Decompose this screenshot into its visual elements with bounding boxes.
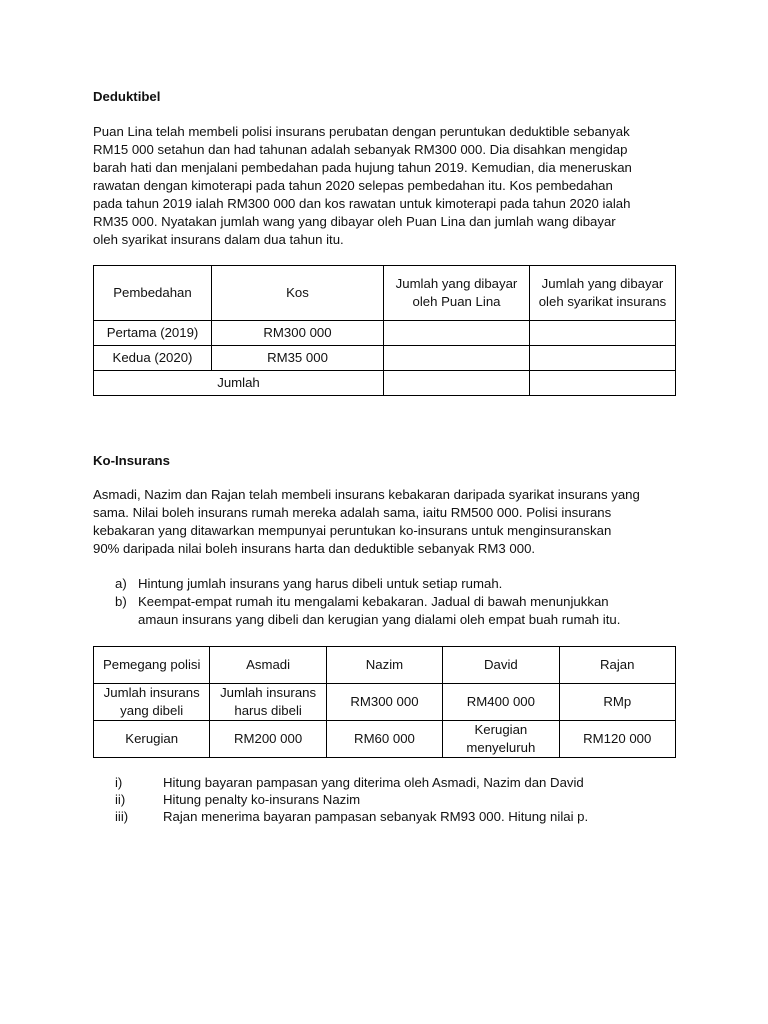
subquestion-list <box>93 774 683 825</box>
table-header-cell: David <box>443 647 559 684</box>
table-header-cell: Rajan <box>559 647 675 684</box>
paragraph-line: 90% daripada nilai boleh insurans harta dan deduktible sebanyak RM3 000. <box>93 541 536 556</box>
table-row <box>94 346 676 371</box>
paragraph-line: RM35 000. Nyatakan jumlah wang yang dibayar oleh Puan Lina dan jumlah wang dibayar <box>93 214 616 229</box>
table-cell: RM35 000 <box>212 346 384 371</box>
document-page <box>93 88 683 824</box>
list-item <box>93 791 683 808</box>
deduktibel-paragraph <box>93 123 632 249</box>
paragraph-line: barah hati dan menjalani pembedahan pada hujung tahun 2019. Kemudian, dia meneruskan <box>93 160 632 175</box>
table-cell: RM60 000 <box>326 721 442 758</box>
question-text: Hintung jumlah insurans yang harus dibeli untuk setiap rumah. <box>138 576 503 591</box>
question-text: amaun insurans yang dibeli dan kerugian yang dialami oleh empat buah rumah itu. <box>138 612 621 627</box>
paragraph-line: Asmadi, Nazim dan Rajan telah membeli insurans kebakaran daripada syarikat insurans yang <box>93 487 640 502</box>
table-cell: RMp <box>559 684 675 721</box>
table-header-cell: Nazim <box>326 647 442 684</box>
table-cell: RM400 000 <box>443 684 559 721</box>
table-cell <box>530 346 676 371</box>
table-header-cell: Pemegang polisi <box>94 647 210 684</box>
table-total-row <box>94 371 676 396</box>
table-cell: RM200 000 <box>210 721 326 758</box>
table-row <box>94 721 676 758</box>
table-header-row <box>94 647 676 684</box>
table-cell <box>384 371 530 396</box>
coinsurance-table <box>93 646 676 758</box>
table-cell <box>530 371 676 396</box>
table-cell: Kerugian <box>94 721 210 758</box>
question-text: Keempat-empat rumah itu mengalami kebakaran. Jadual di bawah menunjukkan <box>138 594 609 609</box>
table-cell <box>384 346 530 371</box>
table-header-cell: Jumlah yang dibayar oleh Puan Lina <box>384 266 530 321</box>
table-cell: Pertama (2019) <box>94 321 212 346</box>
paragraph-line: sama. Nilai boleh insurans rumah mereka adalah sama, iaitu RM500 000. Polisi insurans <box>93 505 612 520</box>
table-header-cell: Pembedahan <box>94 266 212 321</box>
subquestion-text: Hitung penalty ko-insurans Nazim <box>163 792 361 807</box>
table-cell: RM300 000 <box>212 321 384 346</box>
list-marker: a) <box>115 576 127 591</box>
table-cell <box>384 321 530 346</box>
paragraph-line: oleh syarikat insurans dalam dua tahun itu. <box>93 232 344 247</box>
total-label: Jumlah <box>94 371 384 396</box>
paragraph-line: Puan Lina telah membeli polisi insurans perubatan dengan peruntukan deduktible sebanyak <box>93 124 630 139</box>
list-marker: ii) <box>115 792 126 807</box>
question-list <box>93 575 683 629</box>
table-cell: Jumlah insurans harus dibeli <box>210 684 326 721</box>
list-item <box>93 575 683 593</box>
table-header-cell: Asmadi <box>210 647 326 684</box>
table-cell: Kerugian menyeluruh <box>443 721 559 758</box>
paragraph-line: kebakaran yang ditawarkan mempunyai peruntukan ko-insurans untuk menginsuranskan <box>93 523 612 538</box>
list-marker: i) <box>115 775 123 790</box>
table-row <box>94 321 676 346</box>
paragraph-line: rawatan dengan kimoterapi pada tahun 2020 selepas pembedahan itu. Kos pembedahan <box>93 178 613 193</box>
section-heading-ko-insurans: Ko-Insurans <box>93 453 170 468</box>
paragraph-line: RM15 000 setahun dan had tahunan adalah sebanyak RM300 000. Dia disahkan mengidap <box>93 142 628 157</box>
table-header-row <box>94 266 676 321</box>
paragraph-line: pada tahun 2019 ialah RM300 000 dan kos rawatan untuk kimoterapi pada tahun 2020 ialah <box>93 196 631 211</box>
table-cell: Kedua (2020) <box>94 346 212 371</box>
list-item <box>93 774 683 791</box>
deductible-table <box>93 265 676 396</box>
table-cell <box>530 321 676 346</box>
list-item <box>93 593 683 629</box>
table-row <box>94 684 676 721</box>
subquestion-text: Rajan menerima bayaran pampasan sebanyak RM93 000. Hitung nilai p. <box>163 809 589 824</box>
list-marker: iii) <box>115 809 129 824</box>
list-item <box>93 808 683 825</box>
table-cell: RM300 000 <box>326 684 442 721</box>
ko-insurans-paragraph <box>93 486 683 558</box>
section-heading-deduktibel: Deduktibel <box>93 89 161 104</box>
table-cell: RM120 000 <box>559 721 675 758</box>
list-marker: b) <box>115 594 127 609</box>
table-cell: Jumlah insurans yang dibeli <box>94 684 210 721</box>
table-header-cell: Jumlah yang dibayar oleh syarikat insurans <box>530 266 676 321</box>
subquestion-text: Hitung bayaran pampasan yang diterima oleh Asmadi, Nazim dan David <box>163 775 584 790</box>
table-header-cell: Kos <box>212 266 384 321</box>
